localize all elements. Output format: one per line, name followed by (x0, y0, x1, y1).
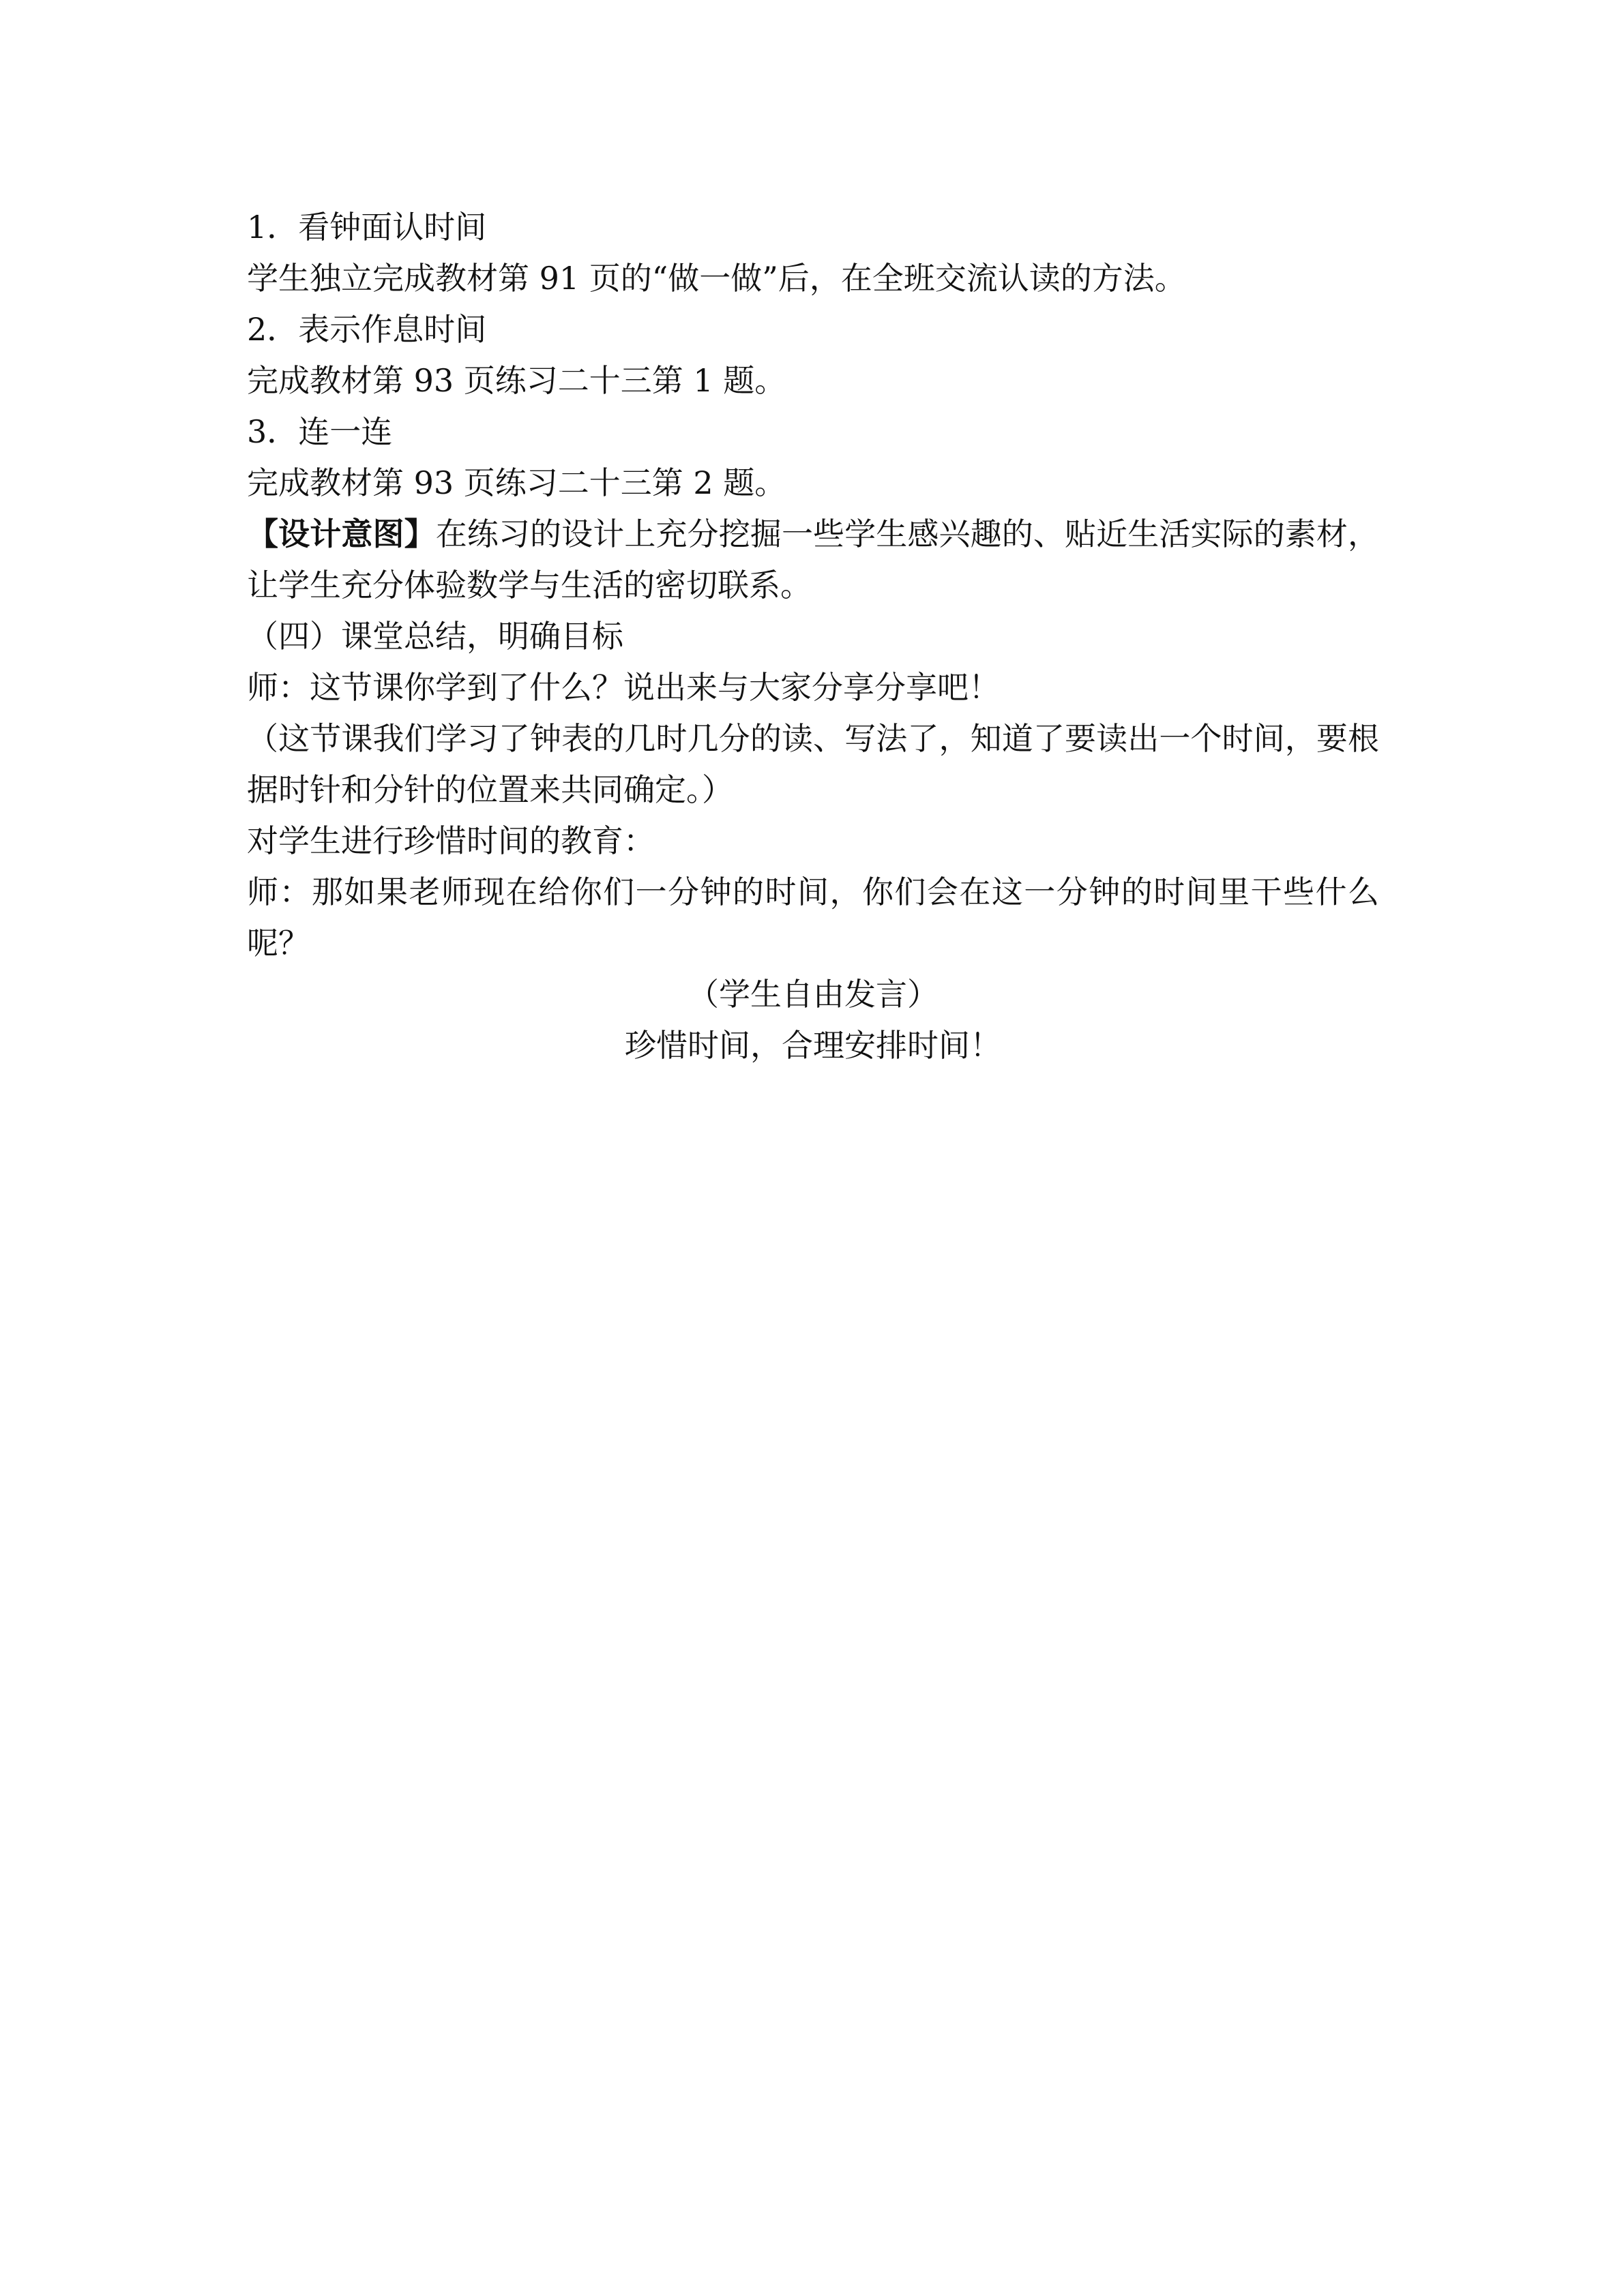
item-1-instruction: 学生独立完成教材第 91 页的“做一做”后，在全班交流认读的方法。 (247, 260, 1186, 297)
item-3-heading: 3．连一连 (247, 413, 393, 450)
teacher-question-2: 师：那如果老师现在给你们一分钟的时间，你们会在这一分钟的时间里干些什么呢？ (247, 874, 1379, 961)
item-1-heading: 1．看钟面认时间 (247, 209, 487, 245)
summary-answer: （这节课我们学习了钟表的几时几分的读、写法了，知道了要读出一个时间，要根据时针和分针的位置来共同确定。） (247, 720, 1379, 808)
design-intent-paragraph (247, 509, 1379, 611)
teacher-question-1: 师：这节课你学到了什么？说出来与大家分享分享吧！ (247, 669, 1000, 706)
education-line: 对学生进行珍惜时间的教育： (247, 822, 655, 859)
item-2-instruction: 完成教材第 93 页练习二十三第 1 题。 (247, 362, 786, 399)
item-2-heading: 2．表示作息时间 (247, 311, 487, 348)
design-intent-text: 在练习的设计上充分挖掘一些学生感兴趣的、贴近生活实际的素材，让学生充分体验数学与生活的密切联系。 (247, 516, 1380, 603)
closing-slogan: 珍惜时间，合理安排时间！ (625, 1027, 1001, 1064)
design-intent-label: 【设计意图】 (247, 516, 436, 552)
summary-heading: （四）课堂总结，明确目标 (247, 618, 623, 655)
student-free-speech: （学生自由发言） (688, 976, 939, 1013)
document-page (247, 202, 1379, 1071)
item-3-instruction: 完成教材第 93 页练习二十三第 2 题。 (247, 464, 786, 501)
